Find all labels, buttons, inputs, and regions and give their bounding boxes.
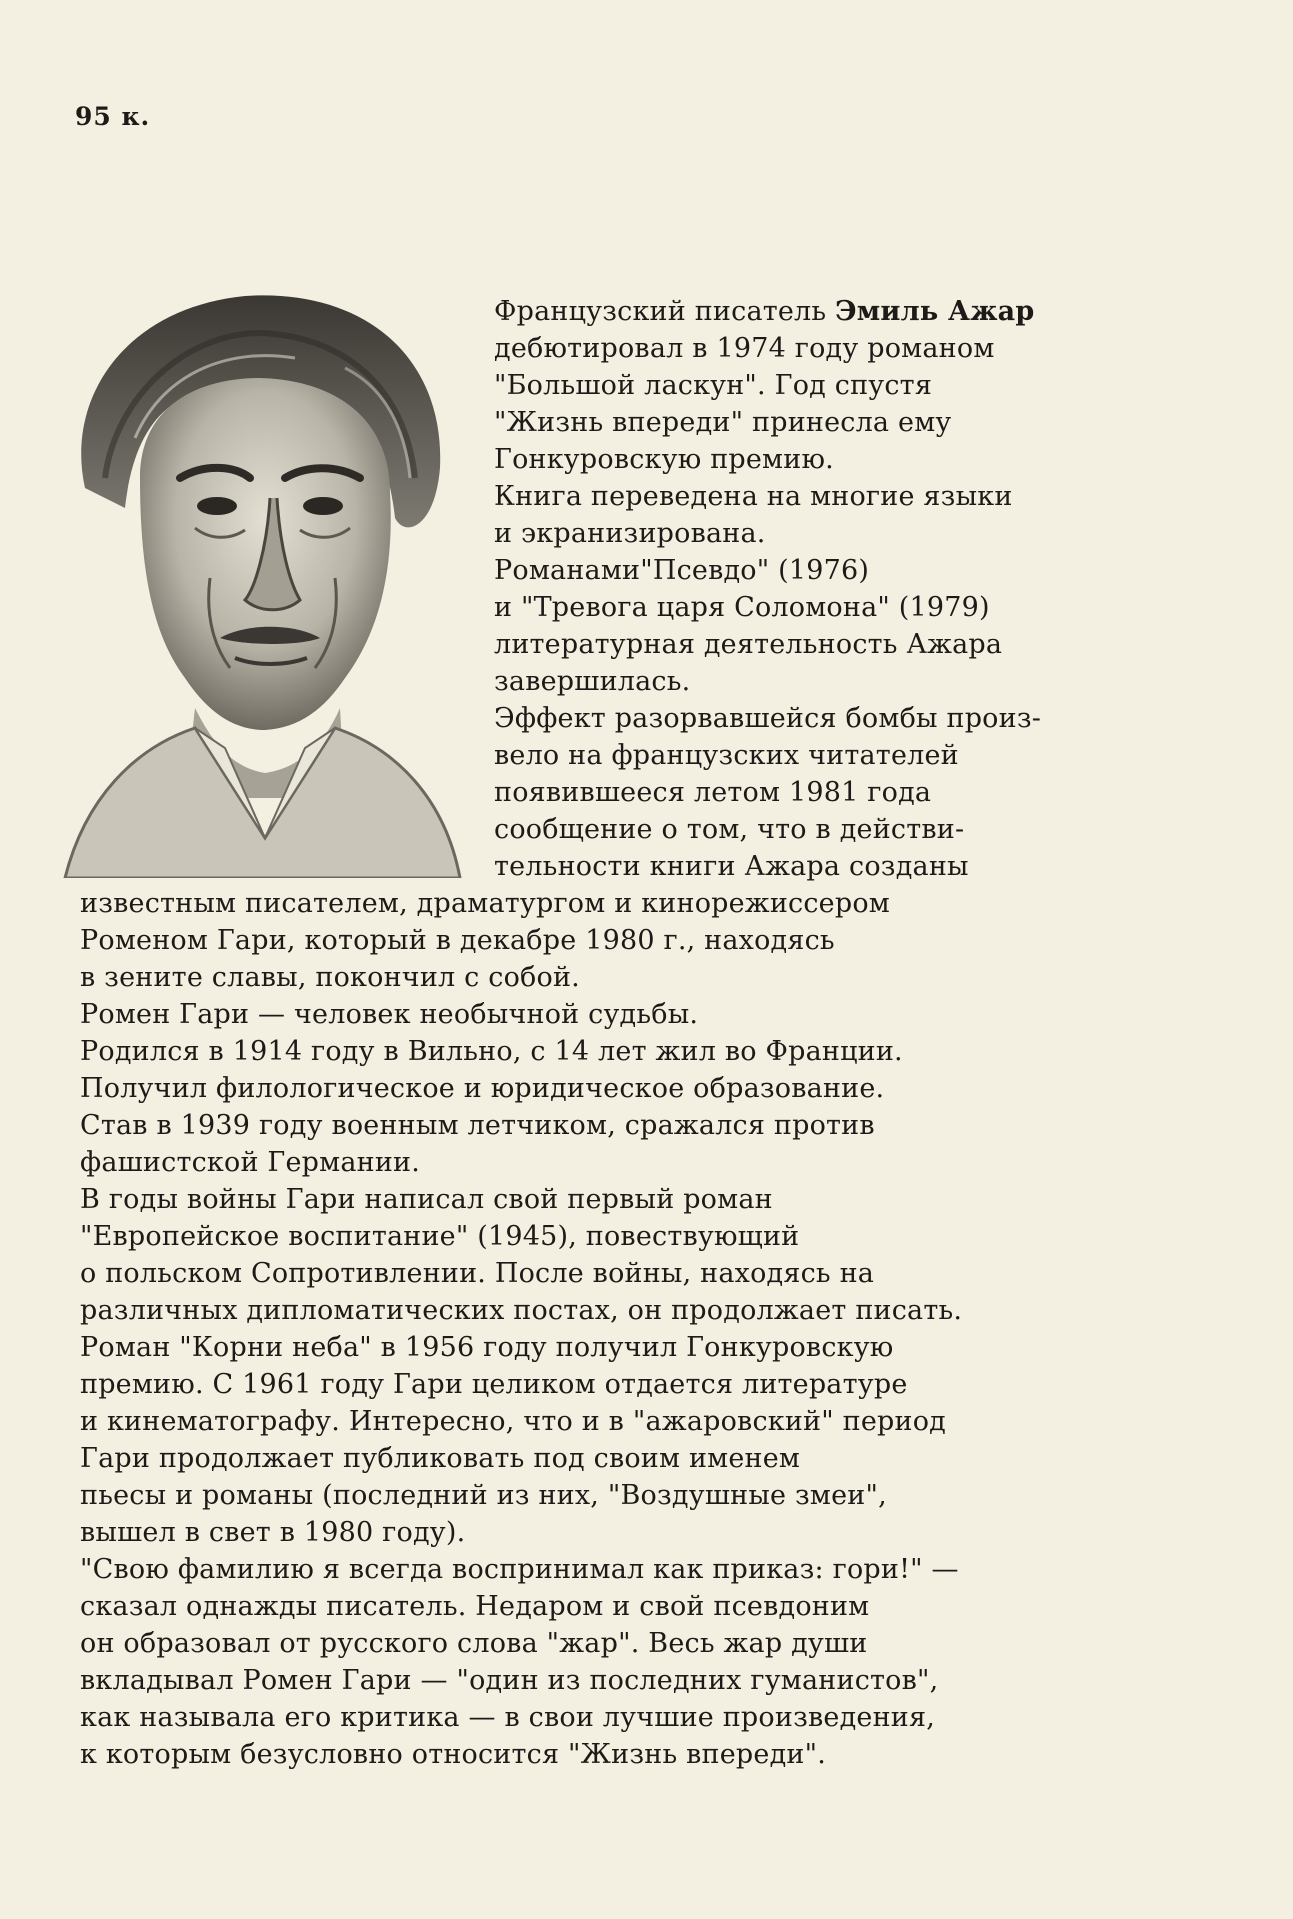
price-label: 95 к.	[75, 102, 151, 131]
text-line: он образовал от русского слова "жар". Весь жар души	[80, 1628, 868, 1659]
text-line: пьесы и романы (последний из них, "Воздушные змеи",	[80, 1480, 887, 1511]
text-line: и "Тревога царя Соломона" (1979)	[494, 592, 990, 623]
text-line: "Европейское воспитание" (1945), повествующий	[80, 1221, 800, 1252]
text-line: Получил филологическое и юридическое образование.	[80, 1073, 885, 1104]
text-line: как называла его критика — в свои лучшие произведения,	[80, 1702, 935, 1733]
author-portrait	[45, 278, 465, 878]
text-line: премию. С 1961 году Гари целиком отдается литературе	[80, 1369, 908, 1400]
text-line: "Свою фамилию я всегда воспринимал как приказ: гори!" —	[80, 1554, 959, 1585]
text-line: "Большой ласкун". Год спустя	[494, 370, 933, 401]
text-line: о польском Сопротивлении. После войны, находясь на	[80, 1258, 875, 1289]
text-line: В годы войны Гари написал свой первый роман	[80, 1184, 773, 1215]
text-line: в зените славы, покончил с собой.	[80, 962, 580, 993]
text-line: дебютировал в 1974 году романом	[494, 333, 995, 364]
text-line: вело на французских читателей	[494, 740, 959, 771]
author-name: Эмиль Ажар	[835, 296, 1035, 327]
text-line: Гонкуровскую премию.	[494, 444, 834, 475]
text-line: "Жизнь впереди" принесла ему	[494, 407, 952, 438]
text-line: вышел в свет в 1980 году).	[80, 1517, 466, 1548]
text-line: тельности книги Ажара созданы	[494, 851, 969, 882]
text-line: фашистской Германии.	[80, 1147, 421, 1178]
text-line: сказал однажды писатель. Недаром и свой псевдоним	[80, 1591, 870, 1622]
text-line: Роменом Гари, который в декабре 1980 г., находясь	[80, 925, 835, 956]
text-line: Французский писатель Эмиль Ажар	[494, 296, 1035, 327]
text-line: появившееся летом 1981 года	[494, 777, 932, 808]
text-line: к которым безусловно относится "Жизнь впереди".	[80, 1739, 826, 1770]
text-line: Став в 1939 году военным летчиком, сражался против	[80, 1110, 875, 1141]
text-line: Романами"Псевдо" (1976)	[494, 555, 870, 586]
text-line: Роман "Корни неба" в 1956 году получил Гонкуровскую	[80, 1332, 894, 1363]
text-line: сообщение о том, что в действи-	[494, 814, 965, 845]
text-line: завершилась.	[494, 666, 691, 697]
text-line: Родился в 1914 году в Вильно, с 14 лет жил во Франции.	[80, 1036, 903, 1067]
text-line: и кинематографу. Интересно, что и в "ажаровский" период	[80, 1406, 946, 1437]
text-line: вкладывал Ромен Гари — "один из последних гуманистов",	[80, 1665, 939, 1696]
text-line: различных дипломатических постах, он продолжает писать.	[80, 1295, 963, 1326]
text-line: известным писателем, драматургом и кинорежиссером	[80, 888, 891, 919]
text-line: Ромен Гари — человек необычной судьбы.	[80, 999, 699, 1030]
text-line: Книга переведена на многие языки	[494, 481, 1013, 512]
text-line: Эффект разорвавшейся бомбы произ-	[494, 703, 1042, 734]
text-line: литературная деятельность Ажара	[494, 629, 1003, 660]
text-line: и экранизирована.	[494, 518, 766, 549]
text-line: Гари продолжает публиковать под своим именем	[80, 1443, 801, 1474]
